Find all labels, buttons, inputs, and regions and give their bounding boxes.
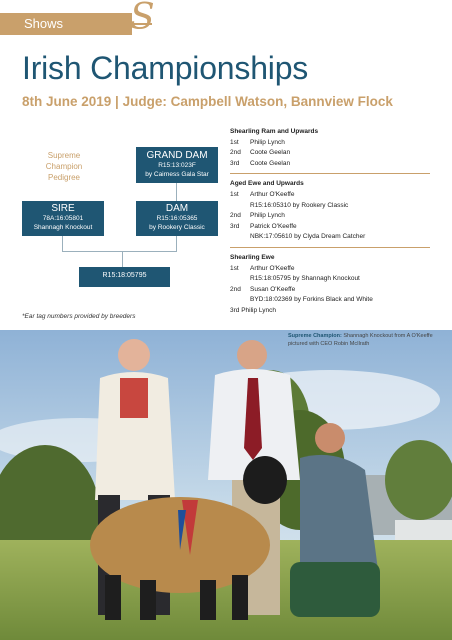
result-entry xyxy=(230,159,430,170)
entry-line: Arthur O'Keeffe xyxy=(250,190,295,198)
place-label: 3rd xyxy=(230,222,240,230)
sire-tag: 78A:16:05801 xyxy=(42,215,84,222)
entry-line: Patrick O'Keeffe xyxy=(250,222,297,230)
entry-line: Coote Geelan xyxy=(250,159,291,167)
pedigree-connector xyxy=(176,236,177,252)
place-label: 1st xyxy=(230,264,239,272)
pedigree-connector xyxy=(122,251,123,267)
sire-name: Shannagh Knockout xyxy=(33,223,93,231)
page-title: Irish Championships xyxy=(22,50,309,86)
result-entry xyxy=(230,148,430,159)
place-label: 1st xyxy=(230,190,239,198)
pedigree-label-line: Supreme xyxy=(47,151,81,160)
photo-caption xyxy=(288,333,433,348)
caption-text: Shannagh Knockout from A O'Keeffe pictured with CEO Robin McIlrath xyxy=(288,333,433,347)
result-entry xyxy=(230,190,430,211)
entry-line: BYD:18:02369 by Forkins Black and White xyxy=(250,296,373,304)
pedigree-connector xyxy=(62,251,177,252)
champion-tag: R15:18:05795 xyxy=(102,272,147,279)
entry-line: R15:18:05795 by Shannagh Knockout xyxy=(250,275,360,283)
section-title: Shearling Ewe xyxy=(230,253,275,261)
result-entry xyxy=(230,285,430,306)
champion-box xyxy=(79,267,170,287)
pedigree-connector xyxy=(176,183,177,201)
place-label: 2nd xyxy=(230,285,241,293)
dam-tag: R15:16:05365 xyxy=(156,215,198,222)
entry-text xyxy=(250,285,430,306)
result-entry xyxy=(230,211,430,222)
sire-title: SIRE xyxy=(51,203,75,214)
entry-line: Susan O'Keeffe xyxy=(250,285,296,293)
results-section xyxy=(230,253,430,321)
caption-lead: Supreme Champion: xyxy=(288,333,342,339)
entry-line: Arthur O'Keeffe xyxy=(250,264,295,272)
dam-title: DAM xyxy=(165,203,189,214)
entry-text xyxy=(250,211,430,222)
entry-text xyxy=(250,148,430,159)
place-label: 1st xyxy=(230,138,239,146)
pedigree-label-line: Pedigree xyxy=(47,173,81,182)
result-entry xyxy=(230,306,430,317)
entry-text xyxy=(250,159,430,170)
result-entry xyxy=(230,138,430,149)
entry-text xyxy=(230,306,430,317)
section-title: Shearling Ram and Upwards xyxy=(230,128,319,135)
grand-dam-tag: R15:13:023F xyxy=(158,162,196,169)
pedigree-connector xyxy=(62,236,63,252)
section-title: Aged Ewe and Upwards xyxy=(230,180,304,188)
grand-dam-title: GRAND DAM xyxy=(146,150,208,161)
entry-text xyxy=(250,138,430,149)
entry-line: Philip Lynch xyxy=(250,212,285,220)
pedigree-footnote: *Ear tag numbers provided by breeders xyxy=(22,313,136,320)
dam-sire: by Rookery Classic xyxy=(149,223,205,231)
result-entry xyxy=(230,264,430,285)
result-entry xyxy=(230,222,430,243)
entry-line: 3rd Philip Lynch xyxy=(230,306,277,314)
entry-line: NBK:17:05610 by Clyda Dream Catcher xyxy=(250,233,366,241)
results-panel xyxy=(230,127,430,326)
entry-text xyxy=(250,222,430,243)
photo-illustration xyxy=(0,330,452,640)
entry-line: R15:16:05310 by Rookery Classic xyxy=(250,201,349,209)
results-section xyxy=(230,127,430,174)
grand-dam-sire: by Cairness Gala Star xyxy=(145,170,209,178)
entry-text xyxy=(250,264,430,285)
magazine-logo: S xyxy=(130,0,155,38)
place-label: 2nd xyxy=(230,212,241,220)
pedigree-label-line: Champion xyxy=(45,162,83,171)
entry-line: Coote Geelan xyxy=(250,149,291,157)
dam-box xyxy=(136,201,218,236)
section-label: Shows xyxy=(24,16,64,31)
entry-text xyxy=(250,190,430,211)
place-label: 3rd xyxy=(230,159,240,167)
results-section xyxy=(230,179,430,248)
page-subtitle: 8th June 2019 | Judge: Campbell Watson, Bannview Flock xyxy=(22,94,393,109)
entry-line: Philip Lynch xyxy=(250,138,285,146)
place-label: 2nd xyxy=(230,149,241,157)
pedigree-label xyxy=(38,150,90,183)
sire-box xyxy=(22,201,104,236)
champion-photo xyxy=(0,330,452,640)
section-tag xyxy=(0,13,132,35)
grand-dam-box xyxy=(136,147,218,183)
